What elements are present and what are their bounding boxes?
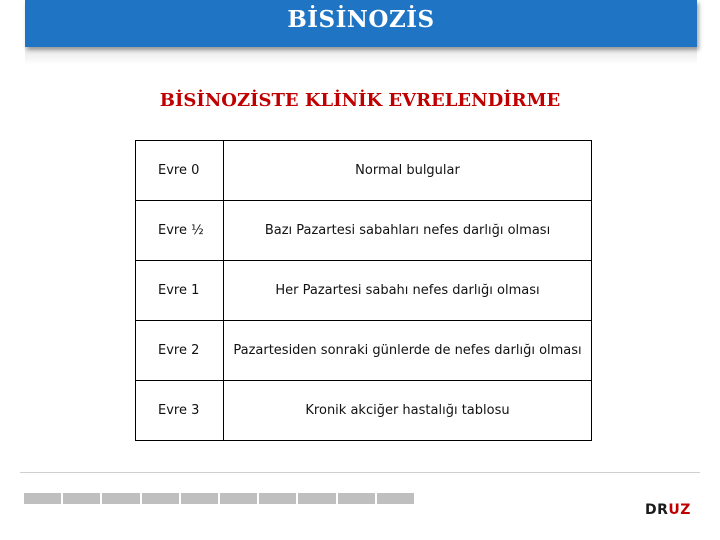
table-row <box>136 261 592 321</box>
logo-dr: DR <box>645 502 669 518</box>
progress-segment <box>220 493 257 504</box>
table-row <box>136 381 592 441</box>
progress-segment <box>24 493 61 504</box>
logo-uz: UZ <box>668 502 691 518</box>
description-cell: Normal bulgular <box>355 163 460 178</box>
table-row <box>136 141 592 201</box>
description-cell: Bazı Pazartesi sabahları nefes darlığı olması <box>224 201 592 261</box>
description-cell: Pazartesiden sonraki günlerde de nefes darlığı olması <box>224 321 592 381</box>
table-row <box>136 201 592 261</box>
page-title: BİSİNOZİS <box>287 6 435 33</box>
stage-cell: Evre 3 <box>136 381 224 441</box>
progress-segment <box>259 493 296 504</box>
stage-cell: Evre 2 <box>136 321 224 381</box>
druz-logo <box>645 502 691 518</box>
banner-shadow <box>25 47 697 65</box>
progress-segment <box>63 493 100 504</box>
progress-segment <box>181 493 218 504</box>
stage-cell: Evre 1 <box>136 261 224 321</box>
title-banner <box>25 0 697 47</box>
progress-strip <box>24 493 414 504</box>
description-cell: Kronik akciğer hastalığı tablosu <box>224 381 592 441</box>
progress-segment <box>142 493 179 504</box>
table-row <box>136 321 592 381</box>
progress-segment <box>338 493 375 504</box>
stage-cell: Evre ½ <box>136 201 224 261</box>
stages-table <box>135 140 592 441</box>
stage-cell: Evre 0 <box>136 141 224 201</box>
slide-subtitle: BİSİNOZİSTE KLİNİK EVRELENDİRME <box>159 90 561 111</box>
progress-segment <box>298 493 335 504</box>
progress-segment <box>102 493 139 504</box>
progress-segment <box>377 493 414 504</box>
description-cell: Her Pazartesi sabahı nefes darlığı olması <box>224 261 592 321</box>
footer-divider <box>20 472 700 473</box>
